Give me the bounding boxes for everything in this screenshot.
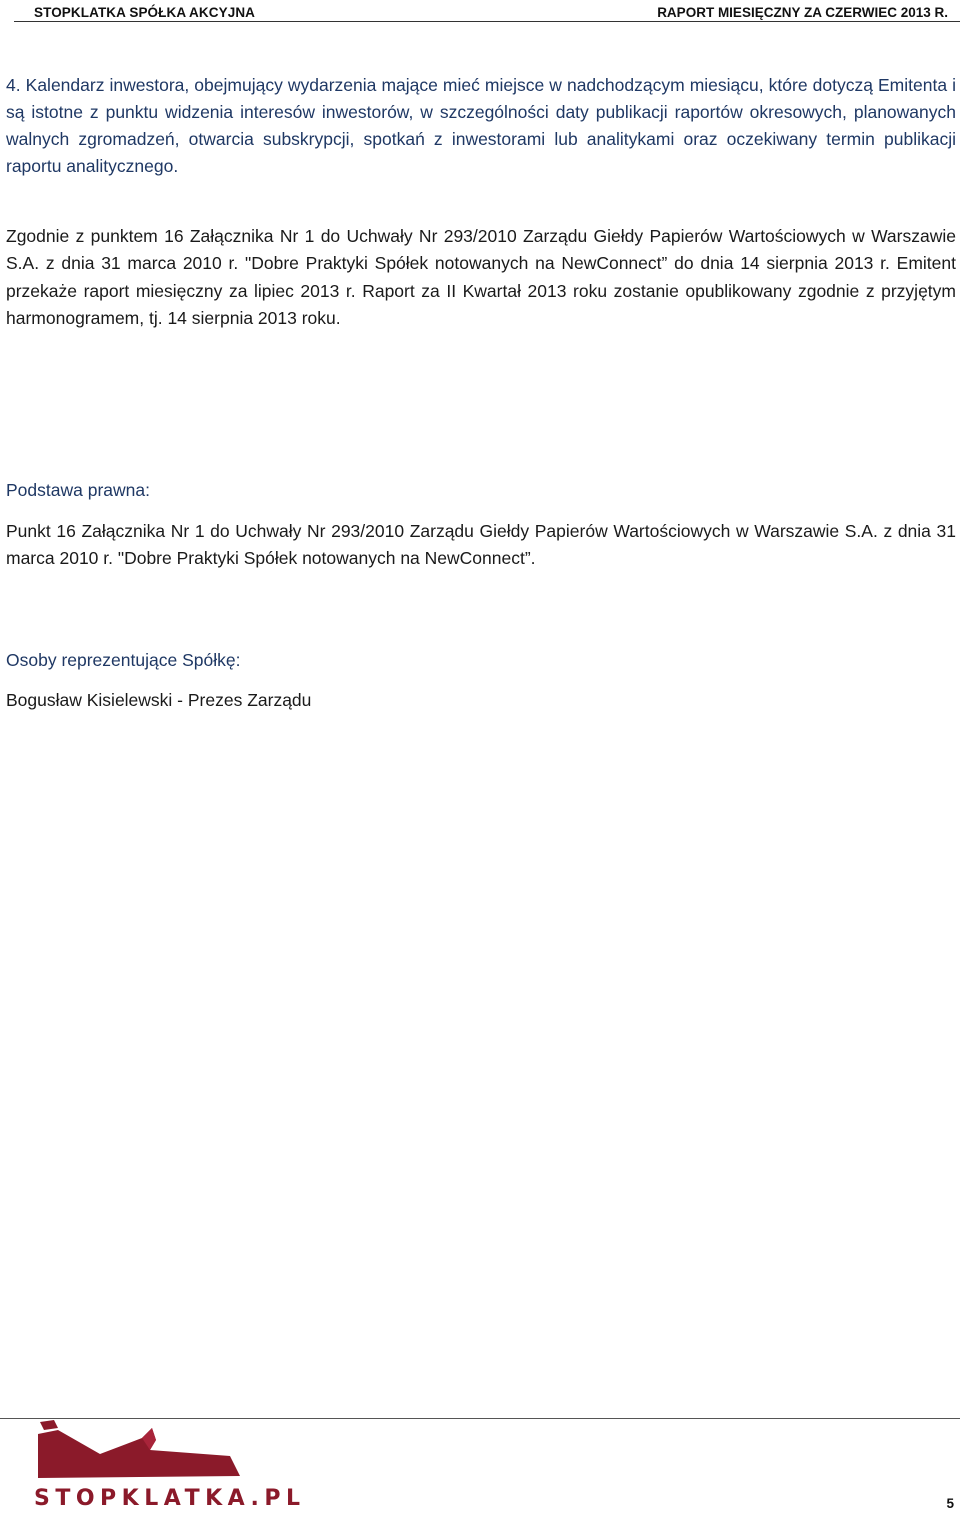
header-divider	[14, 21, 960, 22]
clapperboard-logo-icon	[30, 1420, 250, 1484]
logo-wordmark: STOPKLATKA.PL	[34, 1486, 306, 1511]
legal-basis-text: Punkt 16 Załącznika Nr 1 do Uchwały Nr 293/2010 Zarządu Giełdy Papierów Wartościowych w Warszawie S.A. z dnia 31 marca 2010 r. "Dobre Praktyki Spółek notowanych na NewConnect”.	[6, 521, 956, 569]
page-header	[0, 0, 960, 24]
representatives-label: Osoby reprezentujące Spółkę:	[6, 650, 241, 670]
section-4-heading: 4. Kalendarz inwestora, obejmujący wydarzenia mające mieć miejsce w nadchodzącym miesiącu, które dotyczą Emitenta i są istotne z punktu widzenia interesów inwestorów, w szczególności daty publikacji raportów okresowych, planowanych walnych zgromadzeń, otwarcia subskrypcji, spotkań z inwestorami lub analitykami oraz oczekiwany termin publikacji raportu analitycznego.	[6, 75, 956, 176]
section-4-body: Zgodnie z punktem 16 Załącznika Nr 1 do Uchwały Nr 293/2010 Zarządu Giełdy Papierów Wartościowych w Warszawie S.A. z dnia 31 marca 2010 r. "Dobre Praktyki Spółek notowanych na NewConnect” do dnia 14 sierpnia 2013 r. Emitent przekaże raport miesięczny za lipiec 2013 r. Raport za II Kwartał 2013 roku zostanie opublikowany zgodnie z przyjętym harmonogramem, tj. 14 sierpnia 2013 roku.	[6, 226, 956, 329]
footer-divider	[0, 1418, 960, 1419]
legal-basis-label: Podstawa prawna:	[6, 480, 150, 500]
page-number: 5	[946, 1496, 954, 1511]
representative-person: Bogusław Kisielewski - Prezes Zarządu	[6, 690, 312, 710]
stopklatka-logo	[30, 1420, 306, 1515]
header-company-name: STOPKLATKA SPÓŁKA AKCYJNA	[34, 5, 256, 20]
header-report-title: RAPORT MIESIĘCZNY ZA CZERWIEC 2013 R.	[657, 5, 948, 20]
